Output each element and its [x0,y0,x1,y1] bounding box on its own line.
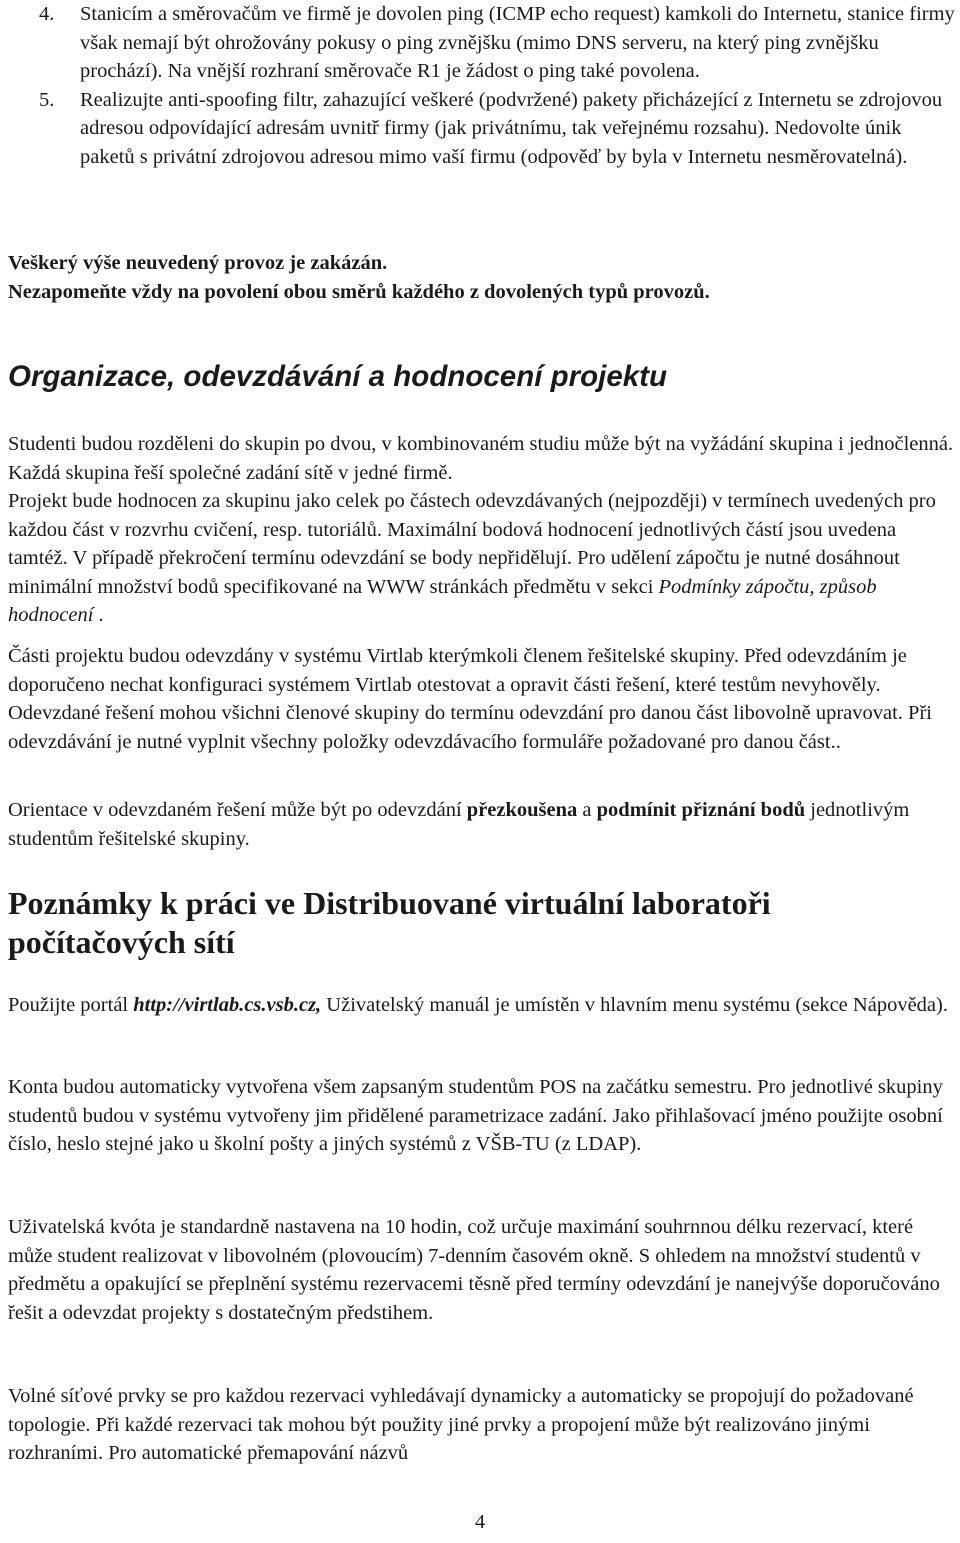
notice-prohibited: Veškerý výše neuvedený provoz je zakázán. [8,252,388,274]
org-paragraph-grading-text: Projekt bude hodnocen za skupinu jako celek po částech odevzdávaných (nejpozději) v termínech uvedených pro každou část v rozvrhu cvičení, resp. tutoriálů. Maximální bodová hodnocení jednotlivých částí jsou uvedena tamtéž. V případě překročení termínu odevzdání se body nepřidělují. Pro udělení zápočtu je nutné dosáhnout minimální množství bodů specifikované na WWW stránkách předmětu v sekci [8,490,936,598]
org-paragraph-grading-end: . [93,604,104,627]
list-item [0,0,960,86]
list-item-number: 4. [39,3,55,25]
portal-text-end: Uživatelský manuál je umístěn v hlavním menu systému (sekce Nápověda). [321,994,948,1016]
lab-paragraph-accounts: Konta budou automaticky vytvořena všem zapsaným studentům POS na začátku semestru. Pro jednotlivé skupiny studentů budou v systému vytvořeny jim přidělené parametrizace zadání. Jako přihlašovací jméno použijte osobní číslo, heslo stejné jako u školní pošty a jiných systémů z VŠB-TU (z LDAP). [8,1076,943,1156]
examination-text: Orientace v odevzdaném řešení může být po odevzdání [8,799,467,821]
lab-paragraph-portal [8,991,958,1020]
list-item-number: 5. [39,88,55,111]
org-paragraph-groups: Studenti budou rozděleni do skupin po dvou, v kombinovaném studiu může být na vyžádání skupina i jednočlenná. Každá skupina řeší společné zadání sítě v jedné firmě. [8,433,954,484]
list-item [0,86,960,172]
portal-text: Použijte portál [8,994,134,1016]
examination-text-end: jednotlivým studentům řešitelské skupiny. [8,799,910,850]
org-paragraph-submission: Části projektu budou odevzdány v systému Virtlab kterýmkoli členem řešitelské skupiny. Před odevzdáním je doporučeno nechat konfiguraci systémem Virtlab otestovat a opravit části řešení, které testům nevyhověly. Odevzdané řešení mohou všichni členové skupiny do termínu odevzdání pro danou část libovolně upravovat. Při odevzdávání je nutné vyplnit všechny položky odevzdávacího formuláře požadované pro danou část.. [8,645,932,753]
examination-bold-verified: přezkoušena [466,799,578,821]
notice-both-directions: Nezapomeňte vždy na povolení obou směrů každého z dovolených typů provozů. [8,281,710,303]
credit-conditions-link-text: Podmínky zápočtu, způsob hodnocení [8,575,877,627]
org-paragraph-grading [8,487,958,630]
section-heading-virtlab: Poznámky k práci ve Distribuované virtuální laboratoři počítačových sítí [8,885,771,960]
numbered-list [0,0,960,172]
org-paragraph-examination [8,796,958,853]
section-heading-organization: Organizace, odevzdávání a hodnocení projektu [8,360,667,393]
examination-text-and: a [577,799,597,821]
lab-paragraph-quota: Uživatelská kvóta je standardně nastavena na 10 hodin, což určuje maximání souhrnnou délku rezervací, které může student realizovat v libovolném (plovoucím) 7-denním časovém okně. S ohledem na množství studentů v předmětu a opakující se přeplnění systému rezervacemi těsně před termíny odevzdání je nanejvýše doporučováno řešit a odevzdat projekty s dostatečným předstihem. [8,1216,940,1324]
page-number: 4 [474,1511,486,1533]
lab-paragraph-network-elements: Volné síťové prvky se pro každou rezervaci vyhledávají dynamicky a automaticky se propojují do požadované topologie. Při každé rezervaci tak mohou být použity jiné prvky a propojení může být realizováno jinými rozhraními. Pro automatické přemapování názvů [8,1385,914,1465]
list-item-text: Realizujte anti-spoofing filtr, zahazující veškeré (podvržené) pakety přicházející z Internetu se zdrojovou adresou odpovídající adresám uvnitř firmy (jak privátnímu, tak veřejnému rozsahu). Nedovolte únik paketů s privátní zdrojovou adresou mimo vaší firmu (odpověď by byla v Internetu nesměrovatelná). [80,88,943,168]
examination-bold-condition: podmínit přiznání bodů [596,799,806,821]
portal-link[interactable]: http://virtlab.cs.vsb.cz, [133,994,322,1016]
list-item-text: Stanicím a směrovačům ve firmě je dovolen ping (ICMP echo request) kamkoli do Internetu, stanice firmy však nemají být ohrožovány pokusy o ping zvnějšku (mimo DNS serveru, na který ping zvnějšku prochází). Na vnější rozhraní směrovače R1 je žádost o ping také povolena. [80,3,955,83]
